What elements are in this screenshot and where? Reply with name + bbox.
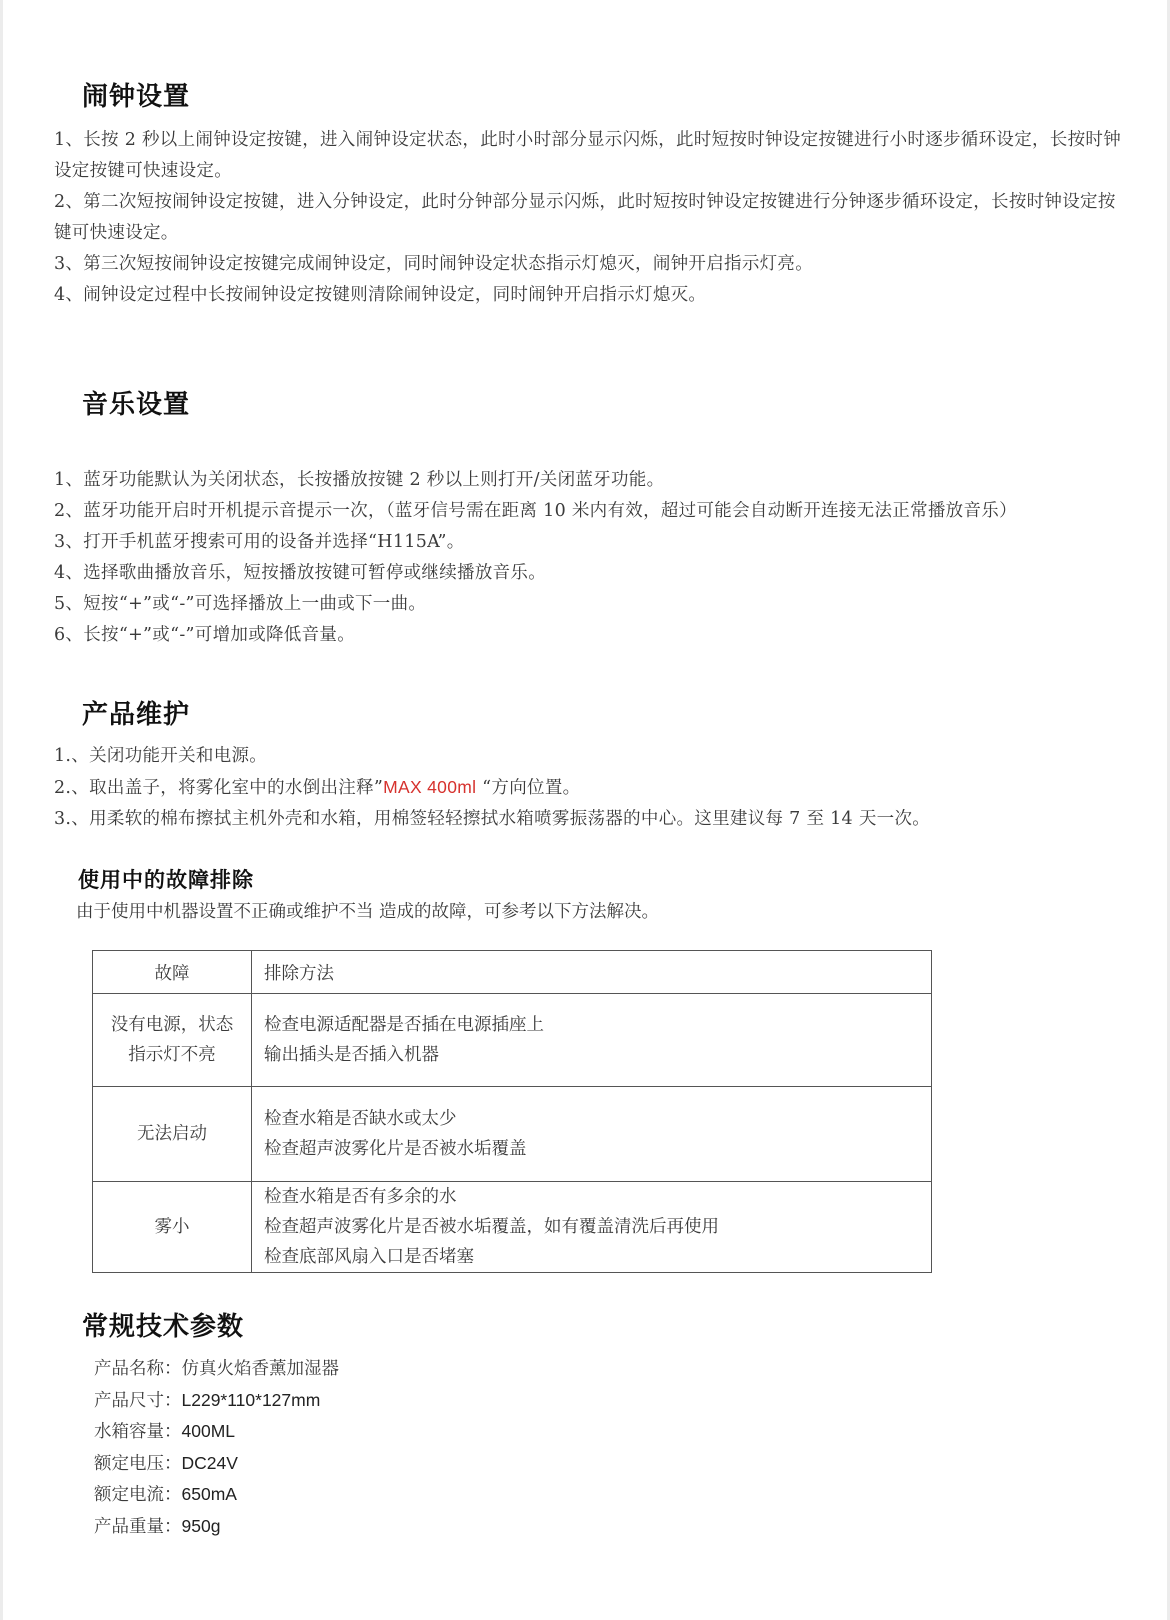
spec-label: 额定电流：	[94, 1485, 182, 1505]
spec-row-voltage	[94, 1448, 339, 1480]
specs-section-title: 常规技术参数	[82, 1312, 245, 1342]
table-row	[93, 1087, 932, 1182]
alarm-item-2: 2、第二次短按闹钟设定按键，进入分钟设定，此时分钟部分显示闪烁，此时短按时钟设定按键进行分钟逐步循环设定，长按时钟设定按键可快速设定。	[54, 192, 1116, 243]
method-line: 检查电源适配器是否插在电源插座上	[264, 1015, 544, 1035]
fault-line: 指示灯不亮	[128, 1045, 216, 1065]
spec-row-capacity	[94, 1416, 339, 1448]
method-cell	[252, 994, 932, 1087]
music-item-3: 3、打开手机蓝牙搜索可用的设备并选择“H115A”。	[54, 532, 465, 552]
spec-label: 水箱容量：	[94, 1422, 182, 1442]
max-volume-highlight: MAX 400ml	[383, 777, 477, 797]
header-method: 排除方法	[252, 951, 932, 994]
method-cell	[252, 1182, 932, 1273]
maintenance-item-2-tail: “方向位置。	[476, 778, 581, 798]
method-line: 检查水箱是否有多余的水	[264, 1187, 457, 1207]
table-row	[93, 1182, 932, 1273]
troubleshooting-intro: 由于使用中机器设置不正确或维护不当 造成的故障，可参考以下方法解决。	[76, 902, 660, 922]
spec-row-name	[94, 1354, 339, 1385]
spec-row-weight	[94, 1511, 339, 1543]
spec-value: 650mA	[181, 1484, 237, 1504]
table-row	[93, 994, 932, 1087]
fault-cell	[93, 1087, 252, 1182]
maintenance-instructions	[54, 741, 1124, 835]
music-item-1: 1、蓝牙功能默认为关闭状态，长按播放按键 2 秒以上则打开/关闭蓝牙功能。	[54, 470, 665, 490]
maintenance-item-3: 3.、用柔软的棉布擦拭主机外壳和水箱，用棉签轻轻擦拭水箱喷雾振荡器的中心。这里建议每 7 至 14 天一次。	[54, 809, 931, 829]
fault-cell	[93, 994, 252, 1087]
method-cell	[252, 1087, 932, 1182]
method-line: 检查超声波雾化片是否被水垢覆盖，如有覆盖清洗后再使用	[264, 1217, 719, 1237]
spec-row-current	[94, 1479, 339, 1511]
fault-line: 没有电源，状态	[110, 1015, 234, 1035]
fault-line: 雾小	[154, 1217, 190, 1237]
alarm-item-1: 1、长按 2 秒以上闹钟设定按键，进入闹钟设定状态，此时小时部分显示闪烁，此时短按时钟设定按键进行小时逐步循环设定，长按时钟设定按键可快速设定。	[54, 130, 1121, 181]
music-item-5: 5、短按“+”或“-”可选择播放上一曲或下一曲。	[54, 594, 427, 614]
method-line: 检查超声波雾化片是否被水垢覆盖	[264, 1139, 527, 1159]
alarm-instructions	[54, 125, 1124, 311]
spec-label: 产品尺寸：	[94, 1390, 182, 1411]
spec-value: 400ML	[181, 1421, 236, 1441]
music-item-4: 4、选择歌曲播放音乐，短按播放按键可暂停或继续播放音乐。	[54, 563, 547, 583]
maintenance-item-2-text: 2.、取出盖子，将雾化室中的水倒出注释”	[54, 778, 384, 798]
fault-line: 无法启动	[137, 1124, 207, 1144]
specs-list	[94, 1354, 339, 1542]
alarm-item-3: 3、第三次短按闹钟设定按键完成闹钟设定，同时闹钟设定状态指示灯熄灭，闹钟开启指示灯亮。	[54, 254, 814, 274]
spec-row-size	[94, 1385, 339, 1417]
troubleshooting-table	[92, 950, 932, 1273]
music-instructions	[54, 465, 1124, 651]
spec-value: DC24V	[181, 1452, 238, 1473]
music-item-6: 6、长按“+”或“-”可增加或降低音量。	[54, 625, 355, 645]
spec-value: 950g	[181, 1515, 221, 1536]
spec-value: L229*110*127mm	[181, 1389, 321, 1410]
spec-value: 仿真火焰香薰加湿器	[181, 1359, 339, 1379]
method-line: 检查水箱是否缺水或太少	[264, 1109, 457, 1129]
music-section-title: 音乐设置	[82, 390, 191, 420]
maintenance-section-title: 产品维护	[82, 700, 191, 730]
method-line: 输出插头是否插入机器	[264, 1045, 439, 1065]
table-header-row	[93, 951, 932, 994]
troubleshooting-section-title: 使用中的故障排除	[78, 868, 254, 892]
spec-label: 产品名称：	[94, 1359, 182, 1379]
page-edge-left	[0, 0, 3, 1620]
method-line: 检查底部风扇入口是否堵塞	[264, 1247, 474, 1267]
alarm-item-4: 4、闹钟设定过程中长按闹钟设定按键则清除闹钟设定，同时闹钟开启指示灯熄灭。	[54, 285, 707, 305]
header-fault: 故障	[93, 951, 252, 994]
maintenance-item-1: 1.、关闭功能开关和电源。	[54, 746, 268, 766]
spec-label: 产品重量：	[94, 1516, 182, 1537]
alarm-section-title: 闹钟设置	[82, 82, 191, 112]
maintenance-item-2	[54, 772, 1124, 804]
fault-cell	[93, 1182, 252, 1273]
spec-label: 额定电压：	[94, 1453, 182, 1474]
music-item-2: 2、蓝牙功能开启时开机提示音提示一次，（蓝牙信号需在距离 10 米内有效，超过可能会自动断开连接无法正常播放音乐）	[54, 501, 1017, 521]
